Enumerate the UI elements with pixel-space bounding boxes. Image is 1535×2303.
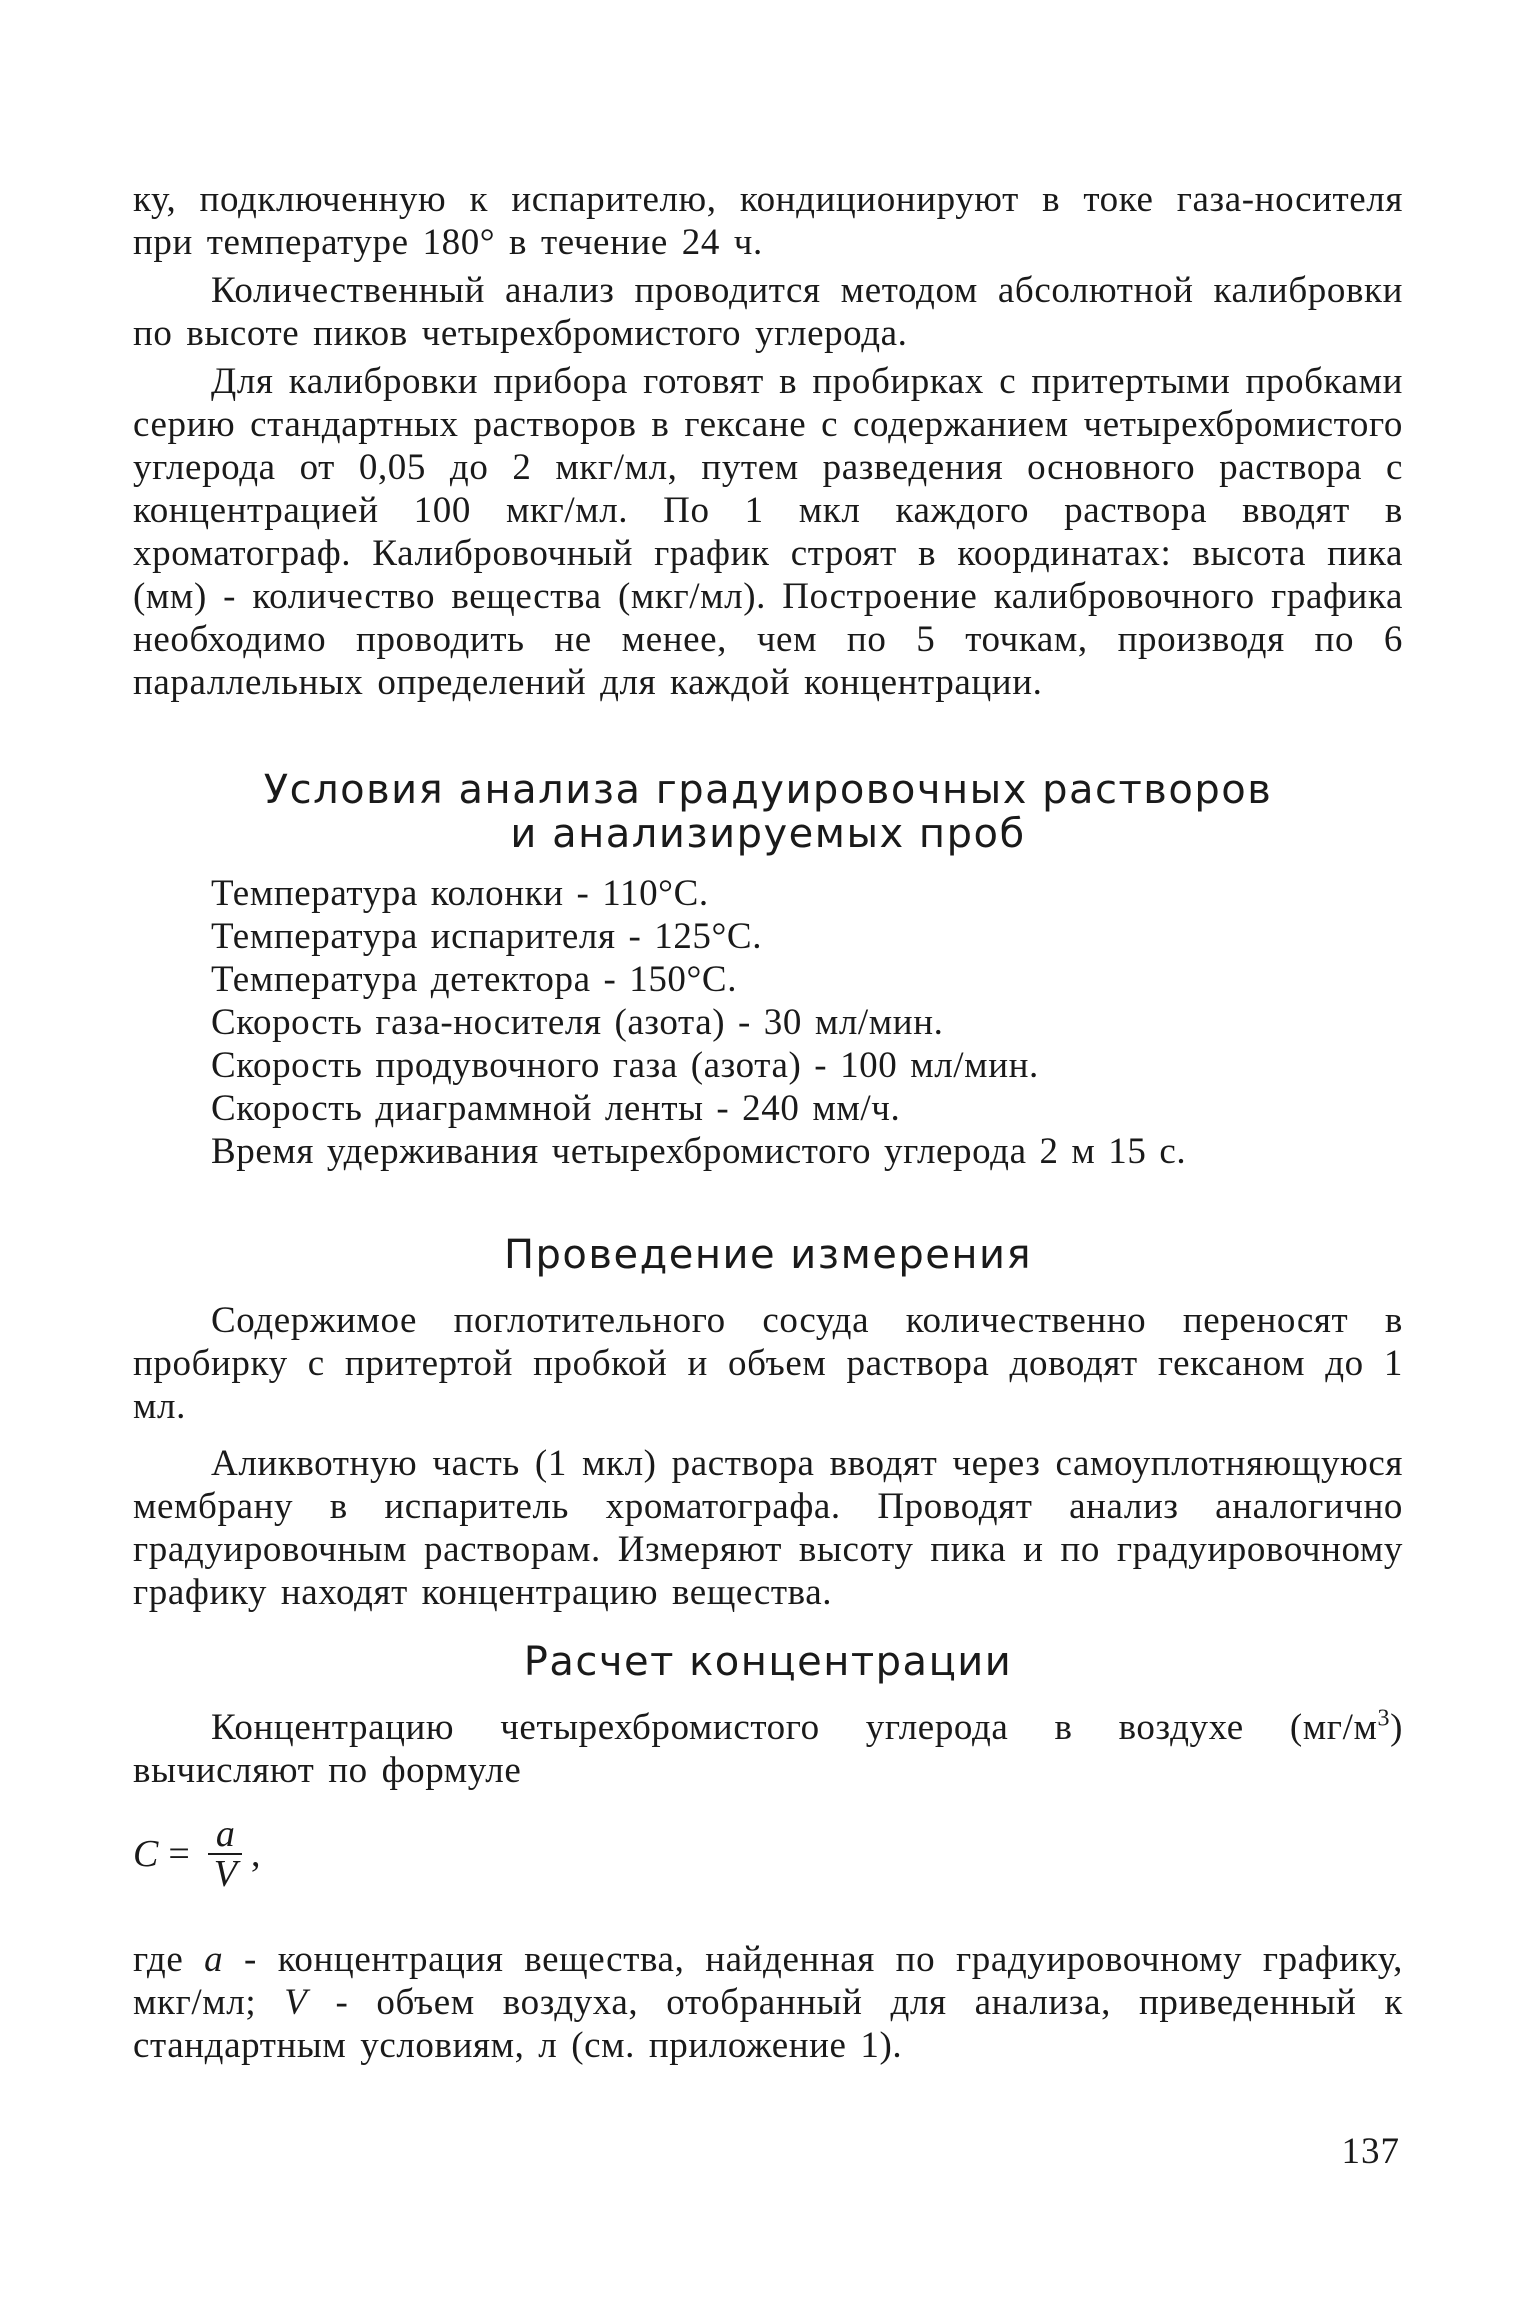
paragraph: Количественный анализ проводится методом абсолютной калибровки по высоте пиков четырехбромистого углерода.: [133, 270, 1403, 354]
list-item: Скорость газа-носителя (азота) - 30 мл/мин.: [211, 1002, 944, 1043]
formula-numerator: a: [215, 1813, 235, 1855]
formula-intro-end: ) вычисляют по формуле: [133, 1707, 1403, 1791]
section-heading: и анализируемых проб: [510, 811, 1026, 857]
section-conditions: [133, 768, 1403, 1173]
section-heading: Проведение измерения: [503, 1232, 1033, 1278]
paragraph: Содержимое поглотительного сосуда количественно переносят в пробирку с притертой пробкой и объем раствора доводят гексаном до 1 мл.: [133, 1300, 1403, 1427]
list-item: Время удерживания четырехбромистого углерода 2 м 15 с.: [211, 1131, 1187, 1172]
conditions-list: [133, 872, 1403, 1173]
section-calculation: [133, 1640, 1403, 1792]
paragraph: ку, подключенную к испарителю, кондиционируют в токе газа-носителя при температуре 180° в течение 24 ч.: [133, 179, 1403, 263]
where-text: - концентрация вещества, найденная по градуировочному графику, мкг/мл;: [133, 1939, 1403, 2023]
list-item: Скорость диаграммной ленты - 240 мм/ч.: [211, 1088, 901, 1129]
superscript: 3: [1377, 1705, 1391, 1732]
list-item: Температура испарителя - 125°С.: [211, 916, 763, 957]
where-text: - объем воздуха, отобранный для анализа, приведенный к стандартным условиям, л (см. приложение 1).: [133, 1982, 1403, 2066]
section-heading: Условия анализа градуировочных растворов: [263, 767, 1273, 813]
formula-comma: ,: [251, 1833, 261, 1875]
page-number: 137: [1341, 2131, 1400, 2172]
list-item: Температура колонки - 110°С.: [211, 873, 709, 914]
formula-denominator: V: [213, 1853, 238, 1895]
list-item: Скорость продувочного газа (азота) - 100 мл/мин.: [211, 1045, 1039, 1086]
formula: [133, 1815, 261, 1893]
intro-text: [133, 178, 1403, 704]
list-item: Температура детектора - 150°С.: [211, 959, 738, 1000]
section-heading: Расчет концентрации: [523, 1639, 1013, 1685]
formula-explanation: [133, 1938, 1403, 2067]
paragraph: [133, 1938, 1403, 2067]
section-measurement: [133, 1233, 1403, 1614]
variable-a: a: [204, 1939, 224, 1980]
formula-fraction: [208, 1815, 243, 1893]
paragraph: [133, 1706, 1403, 1792]
variable-v: V: [284, 1982, 308, 2023]
paragraph: Для калибровки прибора готовят в пробирках с притертыми пробками серию стандартных растворов в гексане с содержанием четырехбромистого углерода от 0,05 до 2 мкг/мл, путем разведения основного раствора с концентрацией 100 мкг/мл. По 1 мкл каждого раствора вводят в хроматограф. Калибровочный график строят в координатах: высота пика (мм) - количество вещества (мкг/мл). Построение калибровочного графика необходимо проводить не менее, чем по 5 точкам, производя по 6 параллельных определений для каждой концентрации.: [133, 361, 1403, 703]
formula-intro: Концентрацию четырехбромистого углерода в воздухе (мг/м: [211, 1707, 1378, 1748]
paragraph: Аликвотную часть (1 мкл) раствора вводят через самоуплотняющуюся мембрану в испаритель хроматографа. Проводят анализ аналогично градуировочным растворам. Измеряют высоту пика и по градуировочному графику находят концентрацию вещества.: [133, 1443, 1403, 1613]
where-text: где: [133, 1939, 205, 1980]
formula-lhs: C: [133, 1833, 159, 1875]
formula-equals: =: [168, 1833, 190, 1875]
